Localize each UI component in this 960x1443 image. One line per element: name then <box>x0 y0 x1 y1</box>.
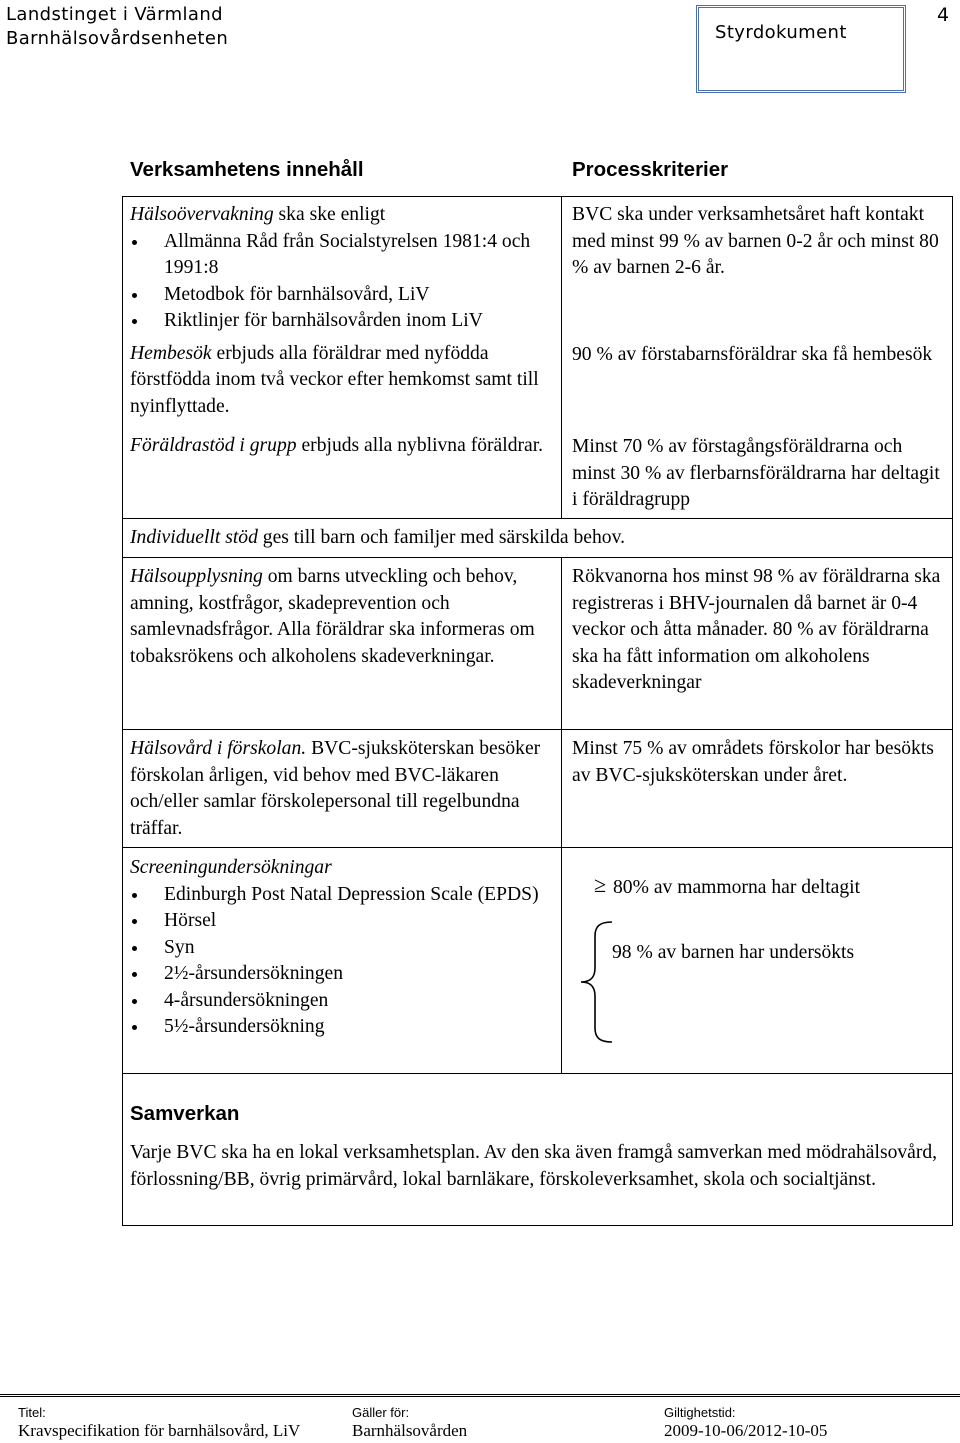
mammor-crit-text: 80% av mammorna har deltagit <box>613 877 861 898</box>
table-row-divider <box>122 557 953 558</box>
hembesok-paragraph: Hembesök erbjuds alla föräldrar med nyfödda förstfödda inom två veckor efter hemkomst samt till nyinflyttade. <box>130 342 539 417</box>
list-item: Hörsel <box>130 908 558 935</box>
table-row-divider <box>122 847 953 848</box>
col-right-heading: Processkriterier <box>572 158 729 181</box>
crit1-text: BVC ska under verksamhetsåret haft kontakt med minst 99 % av barnen 0-2 år och minst 80 % av barnen 2-6 år. <box>572 204 939 278</box>
hembesok-term: Hembesök <box>130 342 212 364</box>
footer-applies-value: Barnhälsovården <box>352 1421 468 1440</box>
table-col-divider <box>561 196 562 519</box>
doc-type-box <box>696 5 906 93</box>
samverkan-right-border <box>952 1074 953 1226</box>
list-item: 4-årsundersökningen <box>130 988 558 1015</box>
footer-title-value: Kravspecifikation för barnhälsovård, LiV <box>18 1421 301 1440</box>
row1-left-cell <box>130 202 558 460</box>
table-top-border <box>122 196 953 197</box>
forskola-crit-text: Minst 75 % av områdets förskolor har besökts av BVC-sjuksköterskan under året. <box>572 738 934 786</box>
crit2-text: 90 % av förstabarnsföräldrar ska få hembesök <box>572 344 933 365</box>
halsovard-forskolan-term: Hälsovård i förskolan. <box>130 738 307 759</box>
list-item: 2½-årsundersökningen <box>130 961 558 988</box>
table-row-divider <box>122 729 953 730</box>
halsoovervakning-term: Hälsoövervakning <box>130 204 274 225</box>
samverkan-left-border <box>122 1074 123 1226</box>
individuellt-stod-term: Individuellt stöd <box>130 527 258 548</box>
list-item: Metodbok för barnhälsovård, LiV <box>130 282 558 309</box>
table-left-border <box>122 196 123 1074</box>
table-row-divider <box>122 518 953 519</box>
list-item: Riktlinjer för barnhälsovården inom LiV <box>130 308 558 335</box>
foraldrastod-term: Föräldrastöd i grupp <box>130 435 297 456</box>
header-org: Landstinget i Värmland <box>6 4 223 25</box>
table-col-divider <box>561 557 562 1074</box>
halsoupplysning-term: Hälsoupplysning <box>130 566 263 587</box>
samverkan-bottom-border <box>122 1225 953 1226</box>
footer-validity-label: Giltighetstid: <box>664 1405 736 1420</box>
list-item: Edinburgh Post Natal Depression Scale (EPDS) <box>130 882 558 909</box>
doc-type-label: Styrdokument <box>715 22 847 43</box>
list-item: Allmänna Råd från Socialstyrelsen 1981:4 och 1991:8 <box>130 229 558 282</box>
screening-heading: Screeningundersökningar <box>130 857 332 878</box>
col-left-heading: Verksamhetens innehåll <box>130 158 364 181</box>
samverkan-text: Varje BVC ska ha en lokal verksamhetsplan. Av den ska även framgå samverkan med mödrahälsovård, förlossning/BB, övrig primärvård, lokal barnläkare, förskoleverksamhet, skola och socialtjänst. <box>130 1142 938 1190</box>
halsoovervakning-paragraph: Hälsoövervakning ska ske enligt <box>130 204 386 225</box>
individuellt-stod-paragraph: Individuellt stöd ges till barn och familjer med särskilda behov. <box>130 527 625 548</box>
table-bottom-border <box>122 1073 953 1074</box>
table-right-border <box>952 196 953 1074</box>
foraldrastod-paragraph: Föräldrastöd i grupp erbjuds alla nyblivna föräldrar. <box>130 435 544 456</box>
footer-applies-label: Gäller för: <box>352 1405 410 1420</box>
barn-crit-text: 98 % av barnen har undersökts <box>612 942 855 963</box>
list-item: 5½-årsundersökning <box>130 1014 558 1041</box>
samverkan-heading: Samverkan <box>130 1102 240 1125</box>
page-number: 4 <box>937 4 950 26</box>
crit3-text: Minst 70 % av förstagångsföräldrarna och minst 30 % av flerbarnsföräldrarna har deltagit i föräldragrupp <box>572 436 940 510</box>
rokvanor-crit-text: Rökvanorna hos minst 98 % av föräldrarna ska registreras i BHV-journalen då barnet är 0-4 veckor och åtta månader. 80 % av föräldrarna ska ha fått information om alkoholens skadeverkningar <box>572 566 941 693</box>
curly-brace-icon <box>576 918 616 1046</box>
halsoupplysning-paragraph: Hälsoupplysning om barns utveckling och behov, amning, kostfrågor, skadeprevention och samlevnadsfrågor. Alla föräldrar ska informeras om tobaksrökens och alkoholens skadeverkningar. <box>130 566 535 667</box>
screening-cell <box>130 855 558 1041</box>
header-unit: Barnhälsovårdsenheten <box>6 28 229 49</box>
greater-equal-symbol: ≥ <box>594 872 607 897</box>
list-item: Syn <box>130 935 558 962</box>
footer-title-label: Titel: <box>18 1405 46 1420</box>
footer-validity-value: 2009-10-06/2012-10-05 <box>664 1421 828 1440</box>
footer-rule <box>0 1394 960 1400</box>
halsovard-forskolan-paragraph: Hälsovård i förskolan. BVC-sjuksköterskan besöker förskolan årligen, vid behov med BVC-läkaren och/eller samlar förskolepersonal till regelbundna träffar. <box>130 738 541 839</box>
